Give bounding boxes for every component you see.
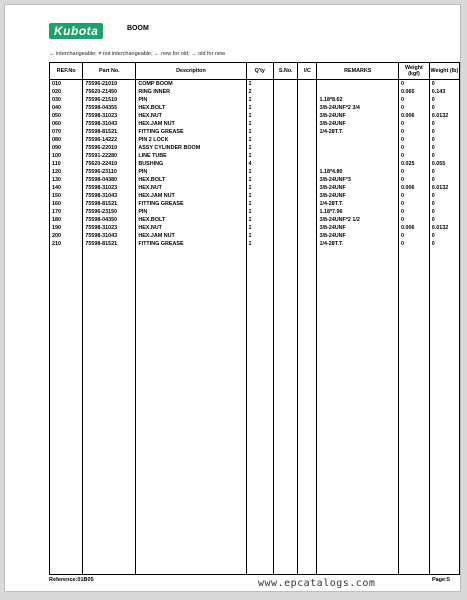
ic-cell (298, 144, 317, 152)
weight-lb-cell: 0 (431, 105, 435, 111)
remarks-cell: 3/8-24UNF (317, 112, 399, 120)
table-row (50, 136, 459, 144)
part-no-cell: 75596-14222 (83, 136, 136, 144)
ref-no-cell: 060 (50, 120, 83, 128)
description-header: Description (136, 63, 246, 80)
qty-cell: 1 (246, 152, 274, 160)
remarks-cell (317, 88, 399, 96)
qty-cell: 1 (246, 112, 274, 120)
serial-no-cell (274, 152, 298, 160)
qty-cell: 1 (246, 144, 274, 152)
ic-cell (298, 80, 317, 89)
kubota-logo: Kubota (49, 23, 103, 39)
serial-no-cell (274, 80, 298, 89)
weight-kgf-cell: 0 (399, 208, 430, 216)
qty-cell: 1 (246, 136, 274, 144)
table-row (50, 152, 459, 160)
weight-kgf-cell: 0.065 (399, 88, 430, 96)
table-row (50, 104, 459, 112)
weight-kgf-cell: 0 (399, 144, 430, 152)
ic-cell (298, 152, 317, 160)
description-cell: HEX.BOLT (136, 104, 246, 112)
interchangeability-legend: ↔ interchangeable; ≠ not interchangeable; ← new for old; → old for new (49, 51, 226, 57)
qty-cell: 1 (246, 128, 274, 136)
table-row (50, 232, 459, 240)
empty-cell (246, 248, 274, 574)
part-no-cell: 75596-22010 (83, 144, 136, 152)
qty-cell: 4 (246, 160, 274, 168)
table-row (50, 240, 459, 248)
reference-code: Reference:01B05 (49, 577, 94, 583)
serial-no-cell (274, 168, 298, 176)
ref-no-cell: 150 (50, 192, 83, 200)
remarks-cell: 1/4-28T.T. (317, 200, 399, 208)
weight-lb-cell: 0 (431, 241, 435, 247)
remarks-cell (317, 136, 399, 144)
part-no-cell: 75598-04350 (83, 216, 136, 224)
ref-no-cell: 020 (50, 88, 83, 96)
remarks-cell: 1.18*7.96 (317, 208, 399, 216)
weight-lb-cell: 0 (431, 137, 435, 143)
weight-lb-cell: 0 (431, 81, 435, 87)
part-no-cell: 75620-21450 (83, 88, 136, 96)
ref-no-cell: 040 (50, 104, 83, 112)
parts-table-frame (49, 62, 460, 575)
ref-no-cell: 130 (50, 176, 83, 184)
weight-lb-cell: 0 (431, 97, 435, 103)
table-row (50, 184, 459, 192)
empty-cell (50, 248, 83, 574)
part-no-cell: 75598-81521 (83, 128, 136, 136)
description-cell: HEX.JAM NUT (136, 232, 246, 240)
description-cell: PIN (136, 96, 246, 104)
description-cell: HEX.NUT (136, 112, 246, 120)
weight-kgf-cell: 0 (399, 240, 430, 248)
weight-lb-cell: 0.0132 (431, 185, 449, 191)
description-cell: HEX.BOLT (136, 216, 246, 224)
part-no-cell: 75598-81521 (83, 240, 136, 248)
weight-kgf-header: Weight (kgf) (399, 63, 430, 80)
weight-kgf-cell: 0 (399, 176, 430, 184)
qty-cell: 1 (246, 224, 274, 232)
weight-kgf-cell: 0.025 (399, 160, 430, 168)
part-no-cell: 75598-31023 (83, 112, 136, 120)
weight-lb-cell: 0.143 (431, 89, 446, 95)
description-cell: HEX.BOLT (136, 176, 246, 184)
ic-cell (298, 160, 317, 168)
remarks-cell (317, 160, 399, 168)
remarks-cell (317, 80, 399, 89)
table-row (50, 208, 459, 216)
table-row (50, 216, 459, 224)
weight-lb-cell: 0 (431, 121, 435, 127)
description-cell: PIN 2 LOCK (136, 136, 246, 144)
serial-no-cell (274, 240, 298, 248)
ic-cell (298, 112, 317, 120)
remarks-cell: 3/8-24UNF (317, 184, 399, 192)
serial-no-cell (274, 120, 298, 128)
remarks-cell (317, 144, 399, 152)
remarks-cell: 1.18*4.80 (317, 168, 399, 176)
ref-no-cell: 070 (50, 128, 83, 136)
table-row (50, 168, 459, 176)
ref-no-cell: 100 (50, 152, 83, 160)
part-no-cell: 75598-31043 (83, 232, 136, 240)
ref-no-cell: 160 (50, 200, 83, 208)
weight-lb-header: Weight (lb) (429, 63, 459, 80)
part-no-cell: 75596-23110 (83, 168, 136, 176)
part-no-cell: 75591-22280 (83, 152, 136, 160)
ref-no-cell: 030 (50, 96, 83, 104)
ic-cell (298, 128, 317, 136)
weight-kgf-cell: 0.006 (399, 112, 430, 120)
qty-cell: 1 (246, 216, 274, 224)
part-no-cell: 75598-04355 (83, 104, 136, 112)
table-row (50, 128, 459, 136)
page-title: BOOM (127, 25, 149, 32)
ic-cell (298, 168, 317, 176)
serial-no-cell (274, 88, 298, 96)
part-no-cell: 75620-22410 (83, 160, 136, 168)
table-row (50, 200, 459, 208)
ic-cell (298, 240, 317, 248)
weight-lb-cell: 0 (431, 177, 435, 183)
table-row (50, 88, 459, 96)
remarks-cell (317, 152, 399, 160)
serial-no-cell (274, 200, 298, 208)
ic-cell (298, 216, 317, 224)
table-filler-row (50, 248, 459, 574)
description-cell: RING INNER (136, 88, 246, 96)
remarks-cell: 3/8-24UNF (317, 224, 399, 232)
ic-cell (298, 88, 317, 96)
description-cell: COMP BOOM (136, 80, 246, 89)
empty-cell (136, 248, 246, 574)
weight-kgf-cell: 0 (399, 200, 430, 208)
parts-table (50, 63, 459, 574)
weight-kgf-cell: 0.006 (399, 224, 430, 232)
table-row (50, 192, 459, 200)
part-no-cell: 75596-23150 (83, 208, 136, 216)
weight-kgf-cell: 0 (399, 152, 430, 160)
table-row (50, 112, 459, 120)
ref-no-cell: 190 (50, 224, 83, 232)
weight-lb-cell: 0 (431, 129, 435, 135)
remarks-cell: 1/4-28T.T. (317, 128, 399, 136)
ic-cell (298, 192, 317, 200)
serial-no-cell (274, 136, 298, 144)
serial-no-cell (274, 224, 298, 232)
weight-kgf-cell: 0 (399, 192, 430, 200)
ref-no-cell: 050 (50, 112, 83, 120)
serial-no-cell (274, 112, 298, 120)
empty-cell (274, 248, 298, 574)
serial-no-cell (274, 232, 298, 240)
description-cell: HEX.JAM NUT (136, 192, 246, 200)
weight-kgf-cell: 0 (399, 120, 430, 128)
ic-cell (298, 224, 317, 232)
weight-lb-cell: 0 (431, 233, 435, 239)
qty-cell: 1 (246, 208, 274, 216)
empty-cell (429, 248, 459, 574)
table-row (50, 224, 459, 232)
weight-lb-cell: 0 (431, 169, 435, 175)
table-body (50, 80, 459, 575)
remarks-cell: 3/8-24UNF*3 (317, 176, 399, 184)
serial-no-cell (274, 192, 298, 200)
ic-cell (298, 208, 317, 216)
page-number: Page:5 (431, 577, 450, 583)
qty-header: Q'ty (246, 63, 274, 80)
weight-lb-cell: 0 (431, 193, 435, 199)
ref-no-cell: 090 (50, 144, 83, 152)
ref-no-cell: 180 (50, 216, 83, 224)
qty-cell: 1 (246, 240, 274, 248)
weight-kgf-cell: 0 (399, 80, 430, 89)
remarks-cell: 1/4-28T.T. (317, 240, 399, 248)
ref-no-cell: 170 (50, 208, 83, 216)
ref-no-cell: 010 (50, 80, 83, 89)
weight-kgf-cell: 0.006 (399, 184, 430, 192)
ic-cell (298, 232, 317, 240)
remarks-cell: 3/8-24UNF*2 1/2 (317, 216, 399, 224)
qty-cell: 1 (246, 80, 274, 89)
ref-no-header: REF.No (50, 63, 83, 80)
description-cell: LINE TUBE (136, 152, 246, 160)
description-cell: HEX.NUT (136, 224, 246, 232)
weight-kgf-cell: 0 (399, 104, 430, 112)
qty-cell: 2 (246, 88, 274, 96)
qty-cell: 1 (246, 168, 274, 176)
serial-no-cell (274, 160, 298, 168)
weight-kgf-cell: 0 (399, 216, 430, 224)
ic-cell (298, 136, 317, 144)
part-no-cell: 75598-31043 (83, 120, 136, 128)
weight-kgf-cell: 0 (399, 136, 430, 144)
part-no-cell: 75598-31023 (83, 224, 136, 232)
part-no-cell: 75598-31023 (83, 184, 136, 192)
part-no-cell: 75598-31043 (83, 192, 136, 200)
part-no-cell: 75596-21510 (83, 96, 136, 104)
table-row (50, 96, 459, 104)
empty-cell (399, 248, 430, 574)
empty-cell (298, 248, 317, 574)
part-no-cell: 75598-04380 (83, 176, 136, 184)
weight-lb-cell: 0 (431, 217, 435, 223)
serial-no-cell (274, 208, 298, 216)
description-cell: FITTING GREASE (136, 200, 246, 208)
weight-lb-cell: 0.0132 (431, 225, 449, 231)
serial-no-cell (274, 128, 298, 136)
ic-cell (298, 120, 317, 128)
ref-no-cell: 120 (50, 168, 83, 176)
weight-lb-cell: 0 (431, 153, 435, 159)
remarks-cell: 1.18*8.62 (317, 96, 399, 104)
serial-no-cell (274, 184, 298, 192)
qty-cell: 1 (246, 192, 274, 200)
weight-lb-cell: 0 (431, 145, 435, 151)
weight-lb-cell: 0.0132 (431, 113, 449, 119)
ic-cell (298, 96, 317, 104)
ic-cell (298, 200, 317, 208)
ic-header: I/C (298, 63, 317, 80)
remarks-header: REMARKS (317, 63, 399, 80)
description-cell: BUSHING (136, 160, 246, 168)
remarks-cell: 3/8-24UNF (317, 192, 399, 200)
qty-cell: 1 (246, 184, 274, 192)
weight-kgf-cell: 0 (399, 96, 430, 104)
description-cell: PIN (136, 208, 246, 216)
weight-lb-cell: 0 (431, 209, 435, 215)
part-no-header: Part No. (83, 63, 136, 80)
ic-cell (298, 104, 317, 112)
qty-cell: 1 (246, 120, 274, 128)
qty-cell: 1 (246, 96, 274, 104)
serial-no-cell (274, 104, 298, 112)
ref-no-cell: 140 (50, 184, 83, 192)
qty-cell: 1 (246, 104, 274, 112)
table-row (50, 160, 459, 168)
empty-cell (83, 248, 136, 574)
remarks-cell: 3/8-24UNF (317, 232, 399, 240)
qty-cell: 1 (246, 200, 274, 208)
weight-kgf-cell: 0 (399, 128, 430, 136)
serial-no-cell (274, 96, 298, 104)
description-cell: HEX.JAM NUT (136, 120, 246, 128)
ref-no-cell: 210 (50, 240, 83, 248)
serial-no-header: S.No. (274, 63, 298, 80)
description-cell: HEX.NUT (136, 184, 246, 192)
qty-cell: 1 (246, 232, 274, 240)
watermark-url: www.epcatalogs.com (258, 578, 376, 589)
serial-no-cell (274, 176, 298, 184)
weight-kgf-cell: 0 (399, 168, 430, 176)
qty-cell: 1 (246, 176, 274, 184)
table-header-row (50, 63, 459, 80)
weight-lb-cell: 0.055 (431, 161, 446, 167)
serial-no-cell (274, 144, 298, 152)
table-row (50, 120, 459, 128)
table-row (50, 144, 459, 152)
description-cell: FITTING GREASE (136, 240, 246, 248)
description-cell: PIN (136, 168, 246, 176)
serial-no-cell (274, 216, 298, 224)
parts-catalog-page (4, 4, 461, 592)
table-row (50, 176, 459, 184)
remarks-cell: 3/8-24UNF*2 3/4 (317, 104, 399, 112)
table-row (50, 80, 459, 89)
weight-lb-cell: 0 (431, 201, 435, 207)
ref-no-cell: 080 (50, 136, 83, 144)
description-cell: ASSY CYLINDER BOOM (136, 144, 246, 152)
ref-no-cell: 200 (50, 232, 83, 240)
ic-cell (298, 176, 317, 184)
description-cell: FITTING GREASE (136, 128, 246, 136)
ic-cell (298, 184, 317, 192)
weight-kgf-cell: 0 (399, 232, 430, 240)
part-no-cell: 75598-81521 (83, 200, 136, 208)
remarks-cell: 3/8-24UNF (317, 120, 399, 128)
ref-no-cell: 110 (50, 160, 83, 168)
part-no-cell: 75596-21010 (83, 80, 136, 89)
empty-cell (317, 248, 399, 574)
